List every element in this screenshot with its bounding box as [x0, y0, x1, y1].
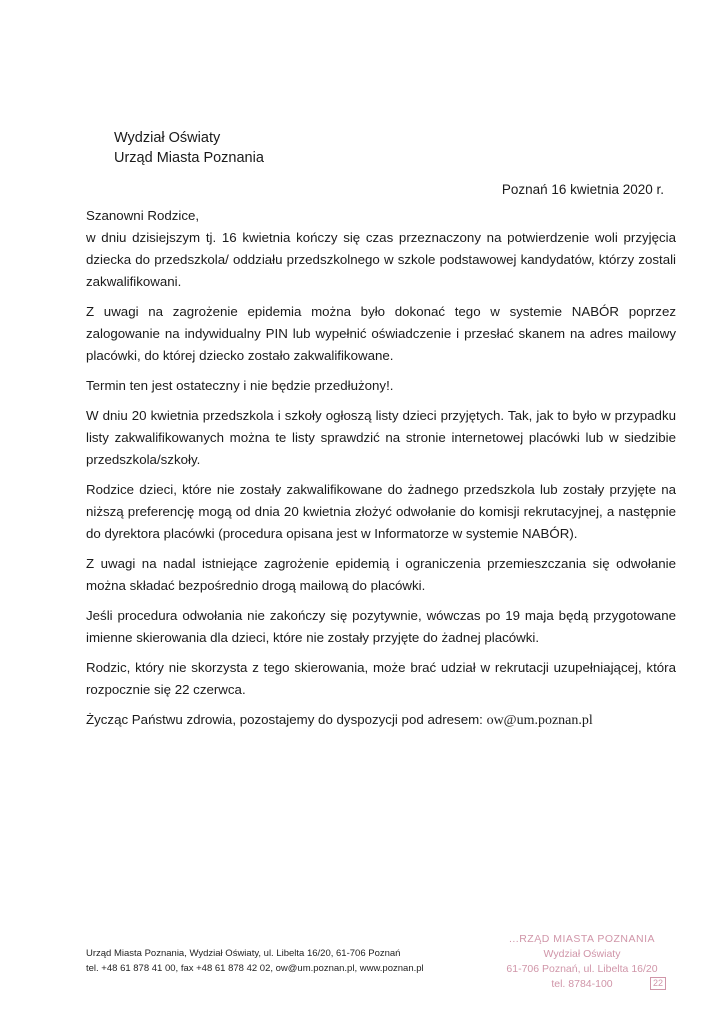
stamp-department: Wydział Oświaty [543, 948, 621, 960]
paragraph-3: Termin ten jest ostateczny i nie będzie przedłużony!. [86, 378, 394, 393]
contact-email[interactable]: ow@um.poznan.pl [486, 713, 593, 728]
paragraph-8: Rodzic, który nie skorzysta z tego skierowania, może brać udział w rekrutacji uzupełniającej, która rozpocznie się 22 czerwca. [86, 660, 676, 697]
sender-office: Urząd Miasta Poznania [114, 150, 264, 166]
stamp-office-name: ...RZĄD MIASTA POZNANIA [508, 933, 656, 945]
sender-department: Wydział Oświaty [114, 130, 221, 146]
closing-text: Życząc Państwu zdrowia, pozostajemy do dyspozycji pod adresem: [86, 712, 487, 727]
letter-body [86, 205, 676, 740]
paragraph-1: w dniu dzisiejszym tj. 16 kwietnia kończy się czas przeznaczony na potwierdzenie woli przyjęcia dziecka do przedszkola/ oddziału przedszkolnego w szkole podstawowej kandydatów, którzy zostali zakwalifikowani. [86, 230, 676, 289]
letter-date: Poznań 16 kwietnia 2020 r. [501, 182, 664, 197]
closing-paragraph [86, 709, 676, 732]
paragraph-4: W dniu 20 kwietnia przedszkola i szkoły ogłoszą listy dzieci przyjętych. Tak, jak to było w przypadku listy zakwalifikowanych można te listy sprawdzić na stronie internetowej placówki lub w siedzibie przedszkola/szkoły. [86, 408, 676, 467]
office-stamp [492, 932, 672, 998]
paragraph-7: Jeśli procedura odwołania nie zakończy się pozytywnie, wówczas po 19 maja będą przygotowane imienne skierowania dla dzieci, które nie zostały przyjęte do żadnej placówki. [86, 608, 676, 645]
stamp-address: 61-706 Poznań, ul. Libelta 16/20 [506, 963, 658, 975]
letter-footer [86, 946, 424, 976]
footer-address: Urząd Miasta Poznania, Wydział Oświaty, ul. Libelta 16/20, 61-706 Poznań [86, 948, 401, 959]
paragraph-5: Rodzice dzieci, które nie zostały zakwalifikowane do żadnego przedszkola lub zostały przyjęte na niższą preferencję mogą od dnia 20 kwietnia złożyć odwołanie do komisji rekrutacyjnej, a następnie do dyrektora placówki (procedura opisana jest w Informatorze w systemie NABÓR). [86, 482, 676, 541]
stamp-phone: tel. 8784-100 [551, 978, 613, 990]
footer-contact: tel. +48 61 878 41 00, fax +48 61 878 42 02, ow@um.poznan.pl, www.poznan.pl [86, 963, 424, 974]
paragraph-6: Z uwagi na nadal istniejące zagrożenie epidemią i ograniczenia przemieszczania się odwołanie można składać bezpośrednio drogą mailową do placówki. [86, 556, 676, 593]
sender-block [114, 128, 264, 168]
salutation: Szanowni Rodzice, [86, 208, 200, 223]
stamp-number: 22 [650, 977, 666, 990]
paragraph-2: Z uwagi na zagrożenie epidemia można było dokonać tego w systemie NABÓR poprzez zalogowanie na indywidualny PIN lub wypełnić oświadczenie i przesłać skanem na adres mailowy placówki, do której dziecko zostało zakwalifikowane. [86, 304, 676, 363]
